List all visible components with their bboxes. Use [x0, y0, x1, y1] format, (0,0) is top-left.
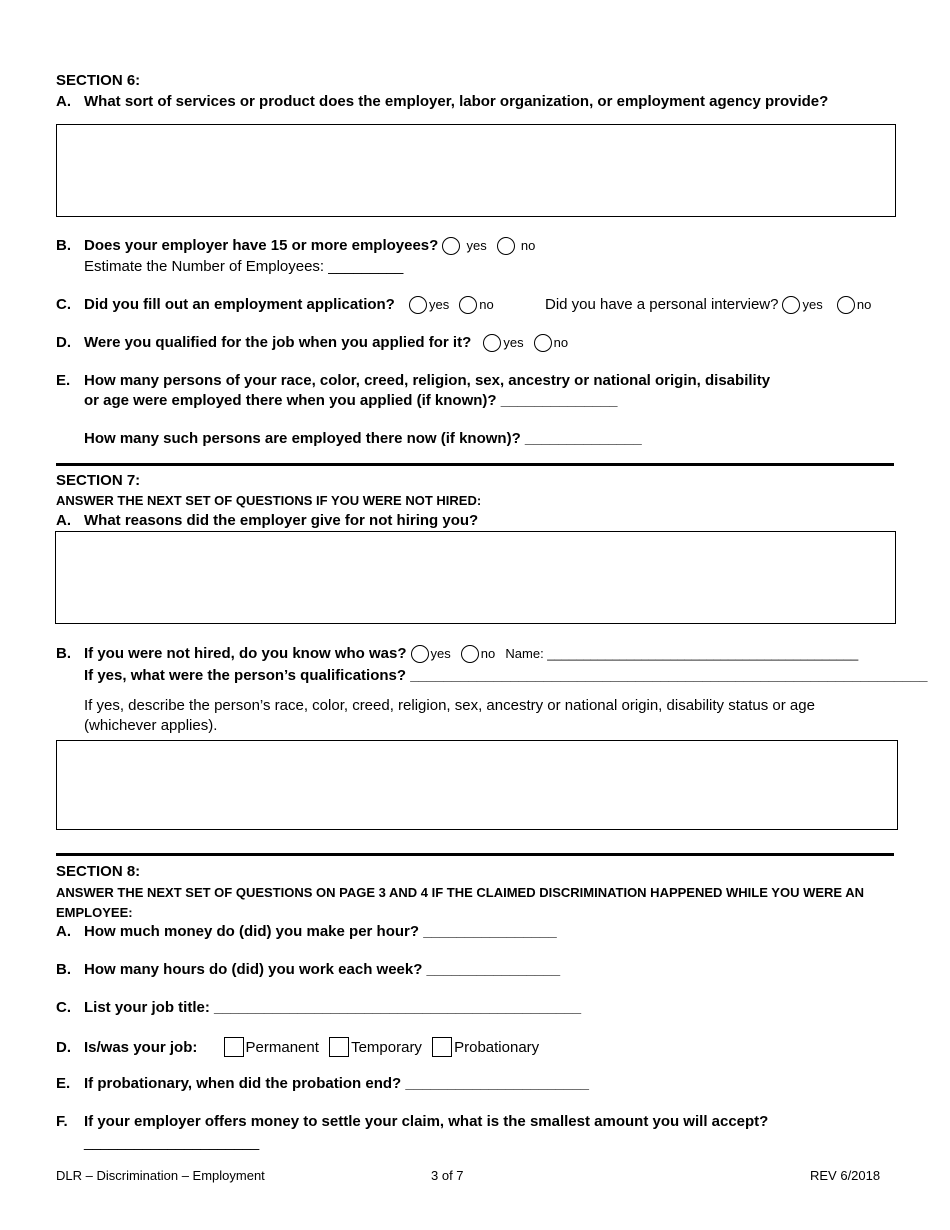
question-text: Is/was your job: — [84, 1039, 198, 1056]
question-text-line1: How many persons of your race, color, creed, religion, sex, ancestry or national origin, disability — [84, 372, 771, 389]
interview-no-radio[interactable] — [837, 296, 855, 314]
hourly-pay-field[interactable]: How much money do (did) you make per hour? ________________ — [84, 923, 557, 940]
section6-question-a — [56, 93, 828, 110]
question-text: What reasons did the employer give for not hiring you? — [84, 512, 479, 529]
section8-subtitle-line1: ANSWER THE NEXT SET OF QUESTIONS ON PAGE 3 AND 4 IF THE CLAIMED DISCRIMINATION HAPPENED WHILE YOU WERE AN — [56, 885, 864, 900]
question-letter: C. — [56, 999, 71, 1016]
services-answer-box[interactable] — [56, 124, 896, 217]
question-letter: D. — [56, 334, 71, 351]
no-label: no — [480, 646, 496, 661]
section-divider — [56, 463, 894, 466]
who-hired-yes-radio[interactable] — [411, 645, 429, 663]
revision-date: REV 6/2018 — [810, 1168, 881, 1183]
weekly-hours-field[interactable]: How many hours do (did) you work each week? ________________ — [84, 961, 561, 978]
section6-question-e — [56, 372, 770, 389]
question-letter: D. — [56, 1039, 71, 1056]
question-letter: F. — [56, 1113, 68, 1130]
section8-question-c[interactable] — [56, 999, 581, 1016]
question-text: Does your employer have 15 or more employees? — [84, 237, 439, 254]
section6-question-d — [56, 334, 568, 352]
application-no-radio[interactable] — [459, 296, 477, 314]
probation-end-field[interactable]: If probationary, when did the probation end? ______________________ — [84, 1075, 589, 1092]
question-letter: E. — [56, 1075, 71, 1092]
probationary-label: Probationary — [454, 1039, 540, 1056]
question-text: What sort of services or product does the employer, labor organization, or employment agency provide? — [84, 93, 829, 110]
persons-now-field[interactable]: How many such persons are employed there now (if known)? ______________ — [84, 430, 642, 447]
section6-question-b — [56, 237, 535, 255]
question-letter: A. — [56, 512, 71, 529]
question-letter: B. — [56, 237, 71, 254]
page-number: 3 of 7 — [431, 1168, 464, 1183]
section8-title: SECTION 8: — [56, 863, 141, 880]
settlement-amount-field[interactable]: _____________________ — [84, 1134, 260, 1151]
permanent-label: Permanent — [245, 1039, 319, 1056]
question-text: Did you fill out an employment application? — [84, 296, 395, 313]
footer-title: DLR – Discrimination – Employment — [56, 1168, 265, 1183]
qualified-yes-radio[interactable] — [483, 334, 501, 352]
question-text: If you were not hired, do you know who was? — [84, 645, 407, 662]
employee-estimate-field[interactable]: Estimate the Number of Employees: _________ — [84, 258, 404, 275]
describe-instruction-line1: If yes, describe the person’s race, color, creed, religion, sex, ancestry or national origin, disability status or age — [84, 697, 815, 714]
section8-question-f — [56, 1113, 768, 1130]
job-title-field[interactable]: List your job title: ____________________________________________ — [84, 999, 582, 1016]
question-letter: C. — [56, 296, 71, 313]
qualifications-field[interactable]: If yes, what were the person’s qualifications? ______________________________________________________________ — [84, 667, 928, 684]
person-description-box[interactable] — [56, 740, 898, 830]
section8-question-e[interactable] — [56, 1075, 589, 1092]
temporary-checkbox[interactable] — [329, 1037, 349, 1057]
persons-then-field[interactable]: or age were employed there when you applied (if known)? ______________ — [84, 392, 618, 409]
section8-subtitle-line2: EMPLOYEE: — [56, 905, 133, 920]
yes-label: yes — [503, 335, 524, 350]
yes-label: yes — [429, 297, 450, 312]
no-label: no — [553, 335, 569, 350]
question-text: If your employer offers money to settle your claim, what is the smallest amount you will accept? — [84, 1113, 769, 1130]
question-letter: B. — [56, 961, 71, 978]
section7-subtitle: ANSWER THE NEXT SET OF QUESTIONS IF YOU WERE NOT HIRED: — [56, 493, 482, 508]
yes-label: yes — [802, 297, 823, 312]
application-yes-radio[interactable] — [409, 296, 427, 314]
section7-title: SECTION 7: — [56, 472, 141, 489]
employees-yes-radio[interactable] — [442, 237, 460, 255]
section6-title: SECTION 6: — [56, 72, 141, 89]
section-divider — [56, 853, 894, 856]
interview-question — [545, 296, 871, 314]
question-letter: A. — [56, 93, 71, 110]
yes-label: yes — [430, 646, 451, 661]
section6-question-c — [56, 296, 494, 314]
reasons-answer-box[interactable] — [55, 531, 896, 624]
interview-yes-radio[interactable] — [782, 296, 800, 314]
no-label: no — [856, 297, 872, 312]
permanent-checkbox[interactable] — [224, 1037, 244, 1057]
section7-question-a — [56, 512, 478, 529]
section8-question-a[interactable] — [56, 923, 557, 940]
question-letter: B. — [56, 645, 71, 662]
no-label: no — [520, 238, 536, 253]
probationary-checkbox[interactable] — [432, 1037, 452, 1057]
employees-no-radio[interactable] — [497, 237, 515, 255]
section8-question-d — [56, 1037, 539, 1057]
question-text: Were you qualified for the job when you applied for it? — [84, 334, 472, 351]
section8-question-b[interactable] — [56, 961, 560, 978]
question-letter: E. — [56, 372, 71, 389]
interview-text: Did you have a personal interview? — [545, 296, 779, 313]
hired-name-field[interactable]: Name: ___________________________________________ — [505, 646, 859, 661]
question-letter: A. — [56, 923, 71, 940]
temporary-label: Temporary — [351, 1039, 422, 1056]
no-label: no — [479, 297, 494, 312]
yes-label: yes — [466, 238, 487, 253]
section7-question-b — [56, 645, 858, 663]
describe-instruction-line2: (whichever applies). — [84, 717, 218, 734]
qualified-no-radio[interactable] — [534, 334, 552, 352]
who-hired-no-radio[interactable] — [461, 645, 479, 663]
